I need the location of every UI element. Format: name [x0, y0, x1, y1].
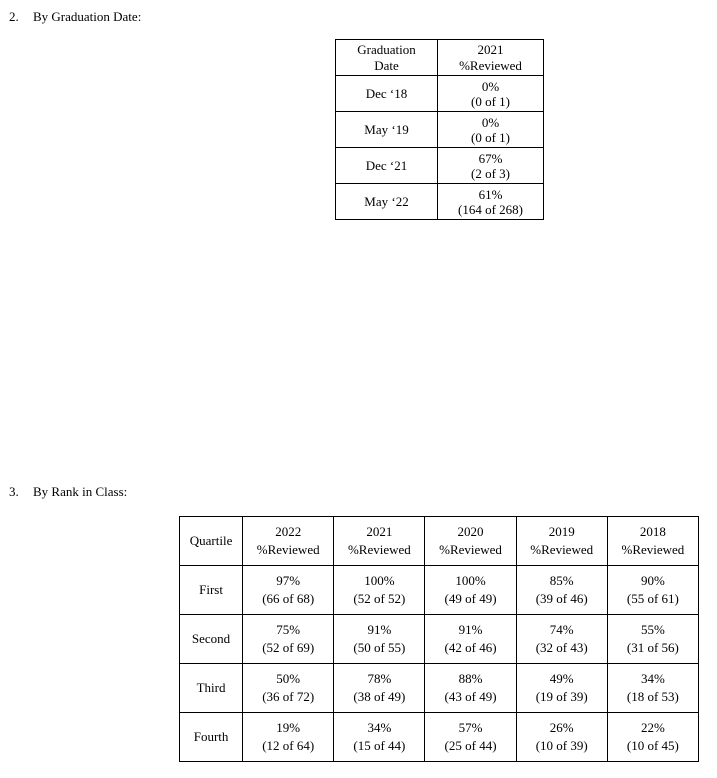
table-row [336, 184, 544, 220]
reviewed-cell: 22% (10 of 45) [607, 713, 698, 762]
reviewed-cell: 97% (66 of 68) [243, 566, 334, 615]
graduation-date-cell: May ‘19 [336, 112, 438, 148]
quartile-cell: Third [180, 664, 243, 713]
reviewed-cell: 0% (0 of 1) [438, 76, 544, 112]
reviewed-cell: 57% (25 of 44) [425, 713, 516, 762]
section-heading-graduation-date [9, 9, 141, 24]
reviewed-cell: 91% (50 of 55) [334, 615, 425, 664]
reviewed-cell: 100% (49 of 49) [425, 566, 516, 615]
reviewed-cell: 74% (32 of 43) [516, 615, 607, 664]
reviewed-cell: 91% (42 of 46) [425, 615, 516, 664]
reviewed-cell: 61% (164 of 268) [438, 184, 544, 220]
header-year-2018-reviewed: 2018 %Reviewed [607, 517, 698, 566]
reviewed-cell: 50% (36 of 72) [243, 664, 334, 713]
reviewed-cell: 34% (15 of 44) [334, 713, 425, 762]
table-row [180, 713, 699, 762]
reviewed-cell: 67% (2 of 3) [438, 148, 544, 184]
reviewed-cell: 100% (52 of 52) [334, 566, 425, 615]
table-row [180, 566, 699, 615]
quartile-cell: First [180, 566, 243, 615]
graduation-date-cell: Dec ‘21 [336, 148, 438, 184]
table-row [336, 112, 544, 148]
header-year-2022-reviewed: 2022 %Reviewed [243, 517, 334, 566]
header-quartile: Quartile [180, 517, 243, 566]
reviewed-cell: 85% (39 of 46) [516, 566, 607, 615]
reviewed-cell: 78% (38 of 49) [334, 664, 425, 713]
header-year-2020-reviewed: 2020 %Reviewed [425, 517, 516, 566]
rank-in-class-table [179, 516, 699, 762]
reviewed-cell: 90% (55 of 61) [607, 566, 698, 615]
header-year-2019-reviewed: 2019 %Reviewed [516, 517, 607, 566]
table-row [336, 76, 544, 112]
reviewed-cell: 88% (43 of 49) [425, 664, 516, 713]
reviewed-cell: 49% (19 of 39) [516, 664, 607, 713]
graduation-date-cell: Dec ‘18 [336, 76, 438, 112]
section-title: By Rank in Class: [33, 484, 128, 499]
reviewed-cell: 75% (52 of 69) [243, 615, 334, 664]
header-year-2021-reviewed: 2021 %Reviewed [334, 517, 425, 566]
graduation-date-table [335, 39, 544, 220]
reviewed-cell: 34% (18 of 53) [607, 664, 698, 713]
header-graduation-date: Graduation Date [336, 40, 438, 76]
table-header-row [336, 40, 544, 76]
section-title: By Graduation Date: [33, 9, 142, 24]
table-row [180, 615, 699, 664]
table-row [336, 148, 544, 184]
graduation-date-cell: May ‘22 [336, 184, 438, 220]
section-number: 3. [9, 484, 19, 499]
quartile-cell: Fourth [180, 713, 243, 762]
section-number: 2. [9, 9, 19, 24]
reviewed-cell: 19% (12 of 64) [243, 713, 334, 762]
table-header-row [180, 517, 699, 566]
reviewed-cell: 0% (0 of 1) [438, 112, 544, 148]
section-heading-rank-in-class [9, 484, 127, 499]
header-2021-reviewed: 2021 %Reviewed [438, 40, 544, 76]
quartile-cell: Second [180, 615, 243, 664]
reviewed-cell: 55% (31 of 56) [607, 615, 698, 664]
table-row [180, 664, 699, 713]
reviewed-cell: 26% (10 of 39) [516, 713, 607, 762]
